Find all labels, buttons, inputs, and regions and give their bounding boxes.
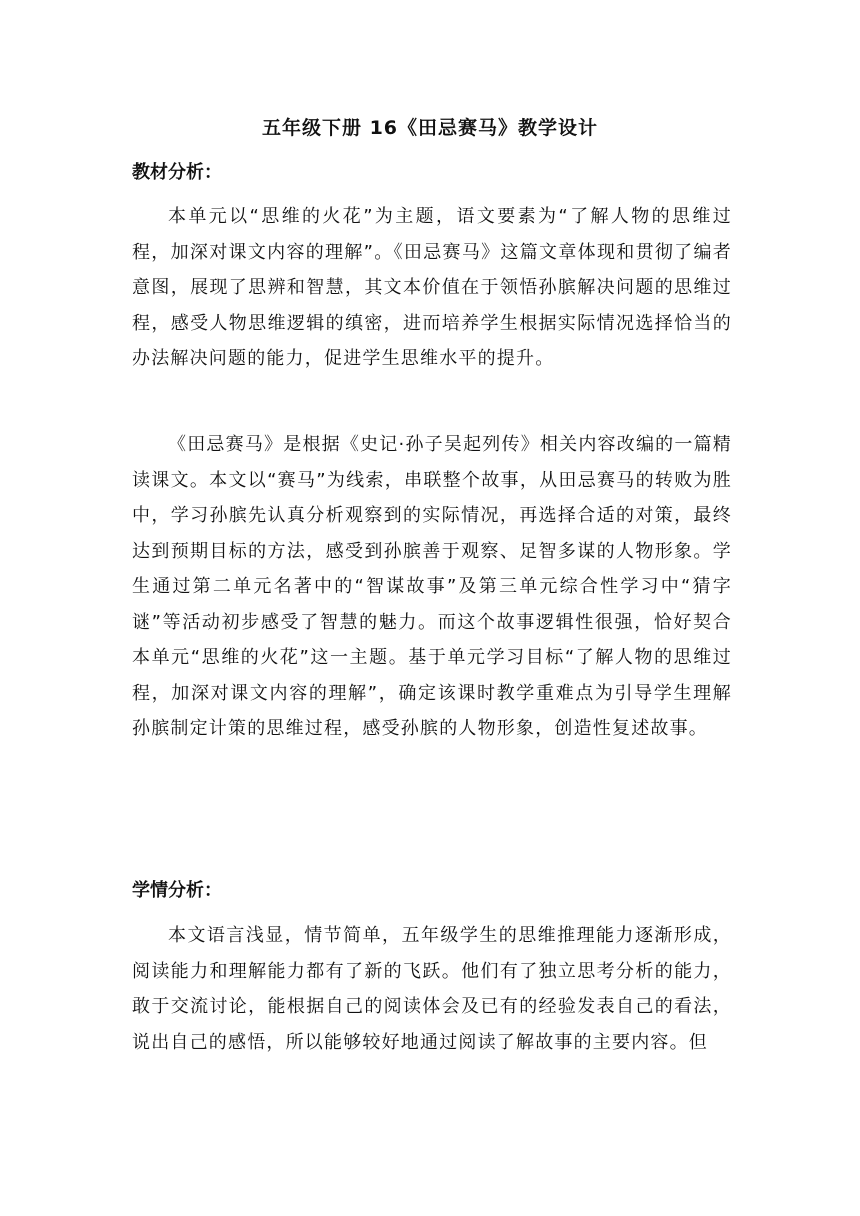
- section-heading-textbook-analysis: 教材分析：: [132, 162, 222, 183]
- paragraph-student-ability: 本文语言浅显，情节简单，五年级学生的思维推理能力逐渐形成，阅读能力和理解能力都有了新的飞跃。他们有了独立思考分析的能力，敢于交流讨论，能根据自己的阅读体会及已有的经验发表自己的看法，说出自己的感悟，所以能够较好地通过阅读了解故事的主要内容。但: [132, 925, 732, 1053]
- section-heading-student-analysis: 学情分析：: [132, 880, 222, 901]
- paragraph-text-overview: 《田忌赛马》是根据《史记·孙子吴起列传》相关内容改编的一篇精读课文。本文以“赛马”为线索，串联整个故事，从田忌赛马的转败为胜中，学习孙膑先认真分析观察到的实际情况，再选择合适的对策，最终达到预期目标的方法，感受到孙膑善于观察、足智多谋的人物形象。学生通过第二单元名著中的“智谋故事”及第三单元综合性学习中“猜字谜”等活动初步感受了智慧的魅力。而这个故事逻辑性很强，恰好契合本单元“思维的火花”这一主题。基于单元学习目标“了解人物的思维过程，加深对课文内容的理解”，确定该课时教学重难点为引导学生理解孙膑制定计策的思维过程，感受孙膑的人物形象，创造性复述故事。: [132, 434, 732, 739]
- document-title: 五年级下册 16《田忌赛马》教学设计: [261, 117, 599, 139]
- paragraph-unit-theme: 本单元以“思维的火花”为主题，语文要素为“了解人物的思维过程，加深对课文内容的理解”。《田忌赛马》这篇文章体现和贯彻了编者意图，展现了思辨和智慧，其文本价值在于领悟孙膑解决问题的思维过程，感受人物思维逻辑的缜密，进而培养学生根据实际情况选择恰当的办法解决问题的能力，促进学生思维水平的提升。: [132, 206, 732, 369]
